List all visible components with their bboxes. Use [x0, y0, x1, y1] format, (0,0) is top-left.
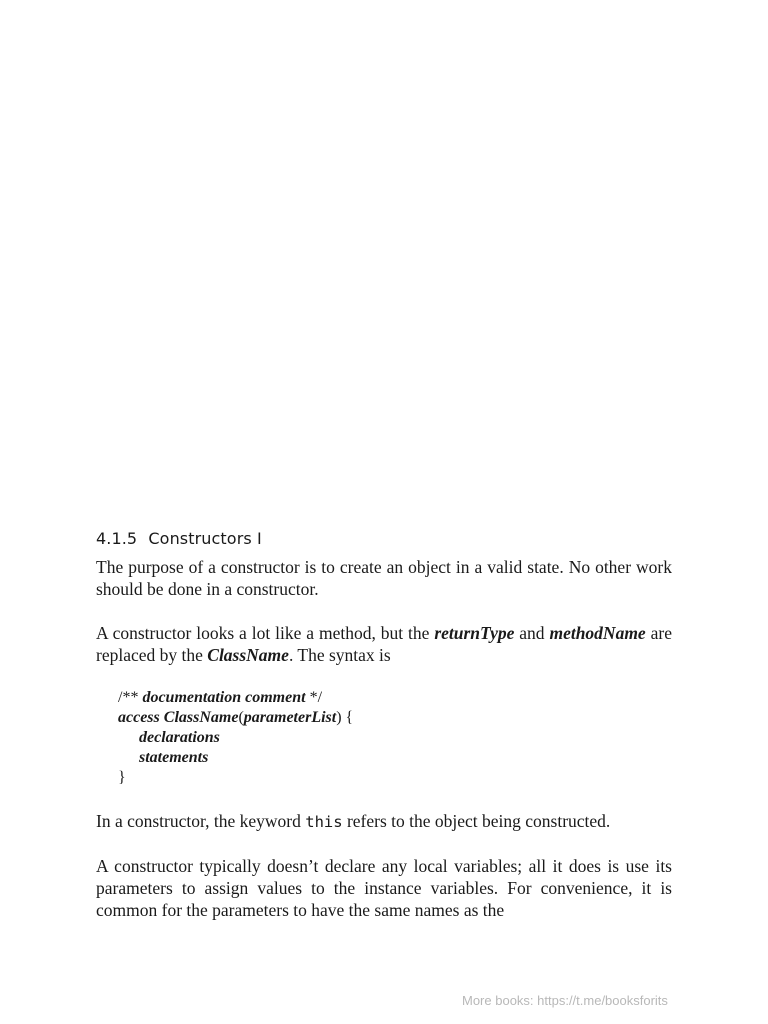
text-fragment: are replaced by the	[96, 623, 672, 665]
text-fragment: . The syntax is	[288, 645, 391, 665]
text-fragment: refers to the object being constructed.	[342, 811, 611, 831]
section-number: 4.1.5	[96, 529, 138, 548]
syntax-statements: statements	[139, 749, 209, 766]
syntax-class-name: ClassName	[163, 709, 239, 726]
watermark-text: More books: https://t.me/booksforits	[462, 993, 668, 1008]
text-fragment: and	[514, 623, 550, 643]
comment-close: */	[305, 689, 323, 706]
syntax-signature-line	[118, 708, 672, 728]
section-heading	[96, 528, 672, 550]
syntax-declarations: declarations	[139, 729, 220, 746]
syntax-comment-line	[118, 688, 672, 708]
syntax-paren-open: (	[238, 709, 244, 726]
syntax-block	[118, 688, 672, 788]
term-method-name: methodName	[549, 623, 646, 643]
syntax-parameter-list: parameterList	[243, 709, 337, 726]
term-return-type: returnType	[434, 623, 515, 643]
text-fragment: In a constructor, the keyword	[96, 811, 306, 831]
paragraph-purpose: The purpose of a constructor is to create an object in a valid state. No other work should be done in a constructor.	[96, 557, 672, 599]
syntax-access: access	[118, 709, 160, 726]
paragraph-local-variables: A constructor typically doesn’t declare any local variables; all it does is use its parameters to assign values to the instance variables. For convenience, it is common for the parameters to have the same names as the	[96, 856, 672, 920]
syntax-paren-close-brace: ) {	[336, 709, 354, 726]
paragraph-this-keyword	[96, 810, 672, 833]
text-fragment: A constructor looks a lot like a method, but the	[96, 623, 435, 643]
keyword-this: this	[305, 813, 343, 831]
term-class-name: ClassName	[207, 645, 289, 665]
comment-open: /**	[118, 689, 143, 706]
page-content	[96, 528, 672, 921]
paragraph-constructor-syntax-intro	[96, 622, 672, 666]
syntax-close-brace: }	[118, 769, 126, 786]
comment-text: documentation comment	[142, 689, 306, 706]
section-title: Constructors I	[148, 529, 262, 548]
